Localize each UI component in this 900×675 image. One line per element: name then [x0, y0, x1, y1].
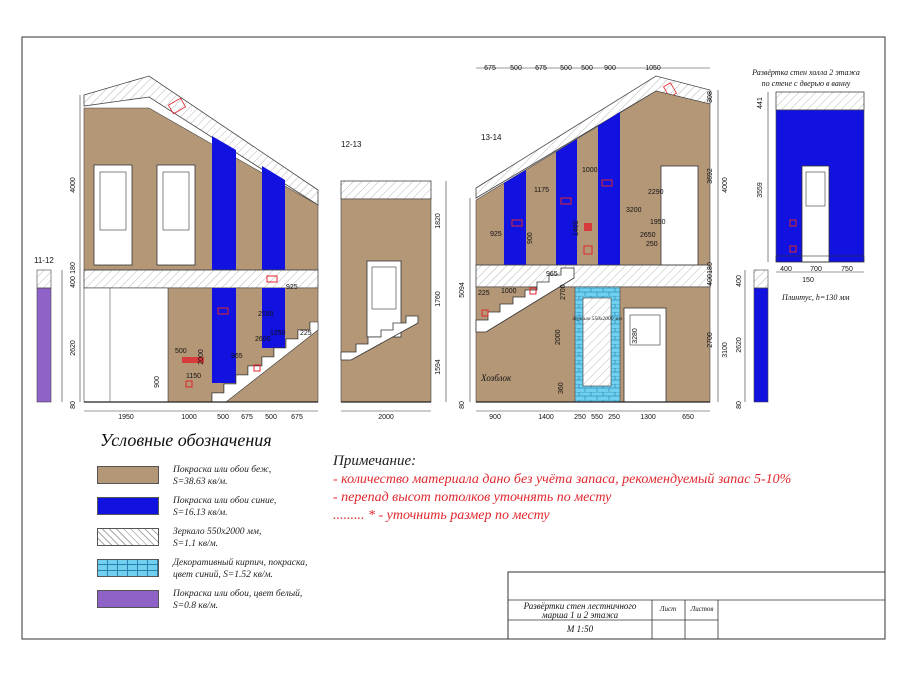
dimension-label: 80: [459, 401, 466, 409]
dimension-label: 3200: [626, 207, 642, 214]
dimension-label: 3100: [722, 342, 729, 358]
dimension-label: 2600: [255, 336, 271, 343]
legend-title: Условные обозначения: [100, 430, 272, 450]
legend-swatch: [97, 528, 159, 546]
dimension-label: 550: [591, 414, 603, 421]
dimension-label: 2620: [70, 340, 77, 356]
dimension-label: 1820: [435, 213, 442, 229]
dimension-label: 675: [241, 414, 253, 421]
dimension-label: 150: [802, 277, 814, 284]
dimension-label: 1400: [573, 220, 580, 236]
dimension-label: 500: [175, 348, 187, 355]
scale-label: М 1:50: [566, 624, 594, 634]
dimension-label: 180: [70, 262, 77, 274]
dimension-label: 2700: [707, 332, 714, 348]
dimension-label: 675: [535, 65, 547, 72]
legend-label: Покраска или обои синие, S=16.13 кв/м.: [173, 496, 277, 518]
dimension-label: 1950: [650, 219, 666, 226]
dimension-label: 4000: [722, 177, 729, 193]
dimension-label: 400: [707, 274, 714, 286]
dimension-label: 925: [490, 231, 502, 238]
dimension-label: 500: [510, 65, 522, 72]
dimension-label: 1250: [270, 330, 286, 337]
dimension-label: 500: [265, 414, 277, 421]
dimension-label: 250: [608, 414, 620, 421]
dimension-label: 1175: [534, 187, 550, 194]
dimension-label: 3280: [632, 328, 639, 344]
dimension-label: 675: [291, 414, 303, 421]
dimension-label: 2700: [560, 284, 567, 300]
dimension-label: 3559: [757, 182, 764, 198]
dimension-label: 1300: [640, 414, 656, 421]
dimension-label: 2290: [648, 189, 664, 196]
legend-swatch: [97, 466, 159, 484]
legend-label: Зеркало 550х2000 мм, S=1.1 кв/м.: [173, 527, 262, 549]
dimension-label: 500: [560, 65, 572, 72]
dimension-label: 700: [810, 266, 822, 273]
notes-title: Примечание:: [333, 453, 417, 469]
dimension-label: 1000: [582, 167, 598, 174]
dimension-label: 1000: [181, 414, 197, 421]
dimension-label: 2150: [258, 311, 274, 318]
legend-item: [97, 590, 327, 624]
dimension-label: 1000: [501, 288, 517, 295]
view-title: по стене с дверью в ванну: [761, 79, 851, 88]
sheets-label: Листов: [690, 605, 714, 613]
dimension-label: 1050: [645, 65, 661, 72]
legend-label: Покраска или обои беж, S=38.63 кв/м.: [173, 465, 272, 487]
elevation-hall: [768, 92, 864, 272]
dimension-label: 2000: [555, 329, 562, 345]
dimension-label: 900: [527, 232, 534, 244]
dimension-label: 675: [484, 65, 496, 72]
dimension-label: 400: [736, 275, 743, 287]
legend-label: Покраска или обои, цвет белый, S=0.8 кв/м.: [173, 589, 303, 611]
dimension-label: 2650: [640, 232, 656, 239]
dimension-label: 5094: [459, 282, 466, 298]
elevation-12-13: [341, 181, 446, 411]
dimension-label: 1150: [186, 373, 202, 380]
dimension-label: 500: [581, 65, 593, 72]
dimension-label: 180: [707, 262, 714, 274]
view-label: 13-14: [481, 133, 502, 142]
view-label: 11-12: [34, 256, 54, 265]
legend-swatch: [97, 497, 159, 515]
note-line-1: - количество материала дано без учёта запаса, рекомендуемый запас 5-10%: [333, 472, 792, 487]
legend-swatch: [97, 559, 159, 577]
dimension-label: 500: [217, 414, 229, 421]
dimension-label: 360: [558, 382, 565, 394]
room-label: Хозблок: [481, 373, 512, 383]
elevation-11-12: [37, 76, 318, 411]
dimension-label: 1594: [435, 359, 442, 375]
dimension-label: 2000: [198, 349, 205, 365]
dimension-label: 925: [286, 284, 298, 291]
dimension-label: Зеркало 550х2000 мм: [572, 316, 622, 322]
note-line-3: ......... * - уточнить размер по месту: [333, 508, 550, 523]
note-line-2: - перепад высот потолков уточнять по месту: [333, 490, 612, 505]
dimension-label: 400: [780, 266, 792, 273]
dimension-label: 441: [757, 97, 764, 109]
dimension-label: 2000: [378, 414, 394, 421]
dimension-label: 2620: [736, 337, 743, 353]
dimension-label: 3692: [707, 168, 714, 184]
dimension-label: 4000: [70, 177, 77, 193]
dimension-label: 250: [574, 414, 586, 421]
dimension-label: 80: [70, 401, 77, 409]
legend-swatch: [97, 590, 159, 608]
dimension-label: 900: [604, 65, 616, 72]
dimension-label: 965: [231, 353, 243, 360]
dimension-label: 650: [682, 414, 694, 421]
dimension-label: 80: [736, 401, 743, 409]
view-label: 12-13: [341, 140, 362, 149]
dimension-label: 900: [489, 414, 501, 421]
dimension-label: 308: [707, 91, 714, 103]
dimension-label: 965: [546, 271, 558, 278]
dimension-label: 250: [646, 241, 658, 248]
dimension-label: 1950: [118, 414, 134, 421]
dimension-label: 225: [300, 330, 312, 337]
dimension-label: 750: [841, 266, 853, 273]
dimension-label: 900: [154, 376, 161, 388]
dimension-label: 1400: [538, 414, 554, 421]
elevation-13-14: [470, 68, 768, 411]
plinth-label: Плинтус, h=130 мм: [782, 293, 850, 302]
dimension-label: 225: [478, 290, 490, 297]
sheet-label: Лист: [659, 605, 677, 613]
dimension-label: 1760: [435, 291, 442, 307]
sheet-title: марша 1 и 2 этажа: [541, 610, 619, 620]
view-title: Развёртка стен холла 2 этажа: [752, 68, 860, 77]
dimension-label: 400: [70, 276, 77, 288]
sheet-title: Развёртки стен лестничного: [523, 601, 637, 611]
legend-label: Декоративный кирпич, покраска, цвет синий, S=1.52 кв/м.: [173, 558, 308, 580]
